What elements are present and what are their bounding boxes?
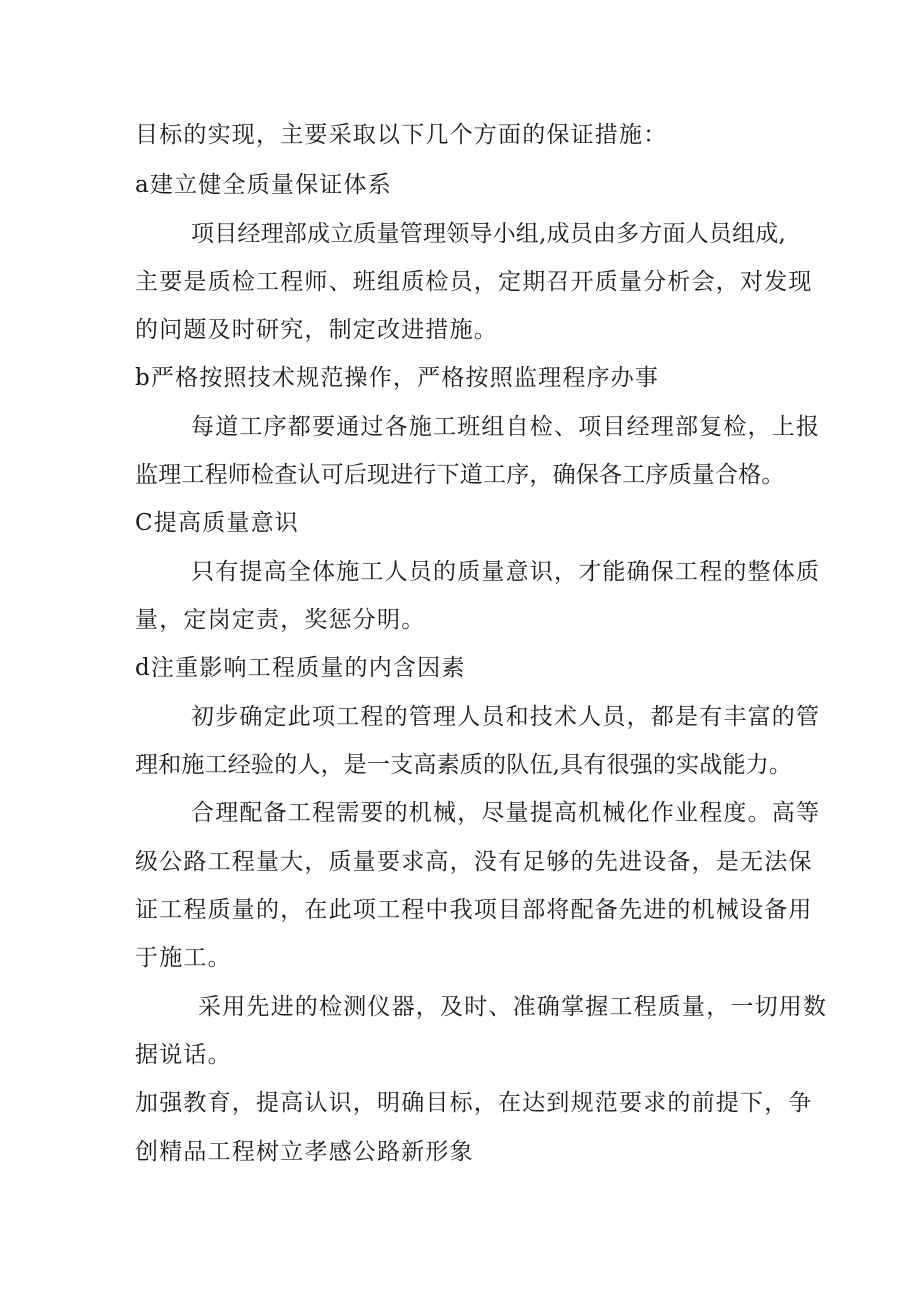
text-line: 据说话。 <box>135 1042 232 1068</box>
section-heading-c: C提高质量意识 <box>135 510 299 536</box>
text-line: 只有提高全体施工人员的质量意识，才能确保工程的整体质 <box>191 559 821 585</box>
text-line: 创精品工程树立孝感公路新形象 <box>135 1139 474 1165</box>
section-heading-b: b严格按照技术规范操作，严格按照监理程序办事 <box>135 365 660 391</box>
text-line: 合理配备工程需要的机械，尽量提高机械化作业程度。高等 <box>191 800 821 826</box>
text-line: 量，定岗定责，奖惩分明。 <box>135 607 426 633</box>
text-line: 项目经理部成立质量管理领导小组,成员由多方面人员组成, <box>191 221 787 247</box>
text-line: 每道工序都要通过各施工班组自检、项目经理部复检，上报 <box>191 414 821 440</box>
section-heading-d: d注重影响工程质量的内含因素 <box>135 655 466 681</box>
text-line: 加强教育，提高认识，明确目标，在达到规范要求的前提下，争 <box>135 1090 813 1116</box>
text-line: 主要是质检工程师、班组质检员，定期召开质量分析会，对发现 <box>135 269 813 295</box>
text-line: 的问题及时研究，制定改进措施。 <box>135 317 498 343</box>
section-heading-a: a建立健全质量保证体系 <box>135 172 392 198</box>
text-line: 证工程质量的，在此项工程中我项目部将配备先进的机械设备用 <box>135 897 813 923</box>
text-line: 理和施工经验的人，是一支高素质的队伍,具有很强的实战能力。 <box>135 752 793 778</box>
text-line: 初步确定此项工程的管理人员和技术人员，都是有丰富的管 <box>191 704 821 730</box>
text-line: 级公路工程量大，质量要求高，没有足够的先进设备，是无法保 <box>135 849 813 875</box>
text-line: 于施工。 <box>135 945 232 971</box>
text-line-intro: 目标的实现，主要采取以下几个方面的保证措施： <box>135 122 668 148</box>
text-line: 采用先进的检测仪器，及时、准确掌握工程质量，一切用数 <box>198 994 828 1020</box>
text-line: 监理工程师检查认可后现进行下道工序，确保各工序质量合格。 <box>135 462 785 488</box>
